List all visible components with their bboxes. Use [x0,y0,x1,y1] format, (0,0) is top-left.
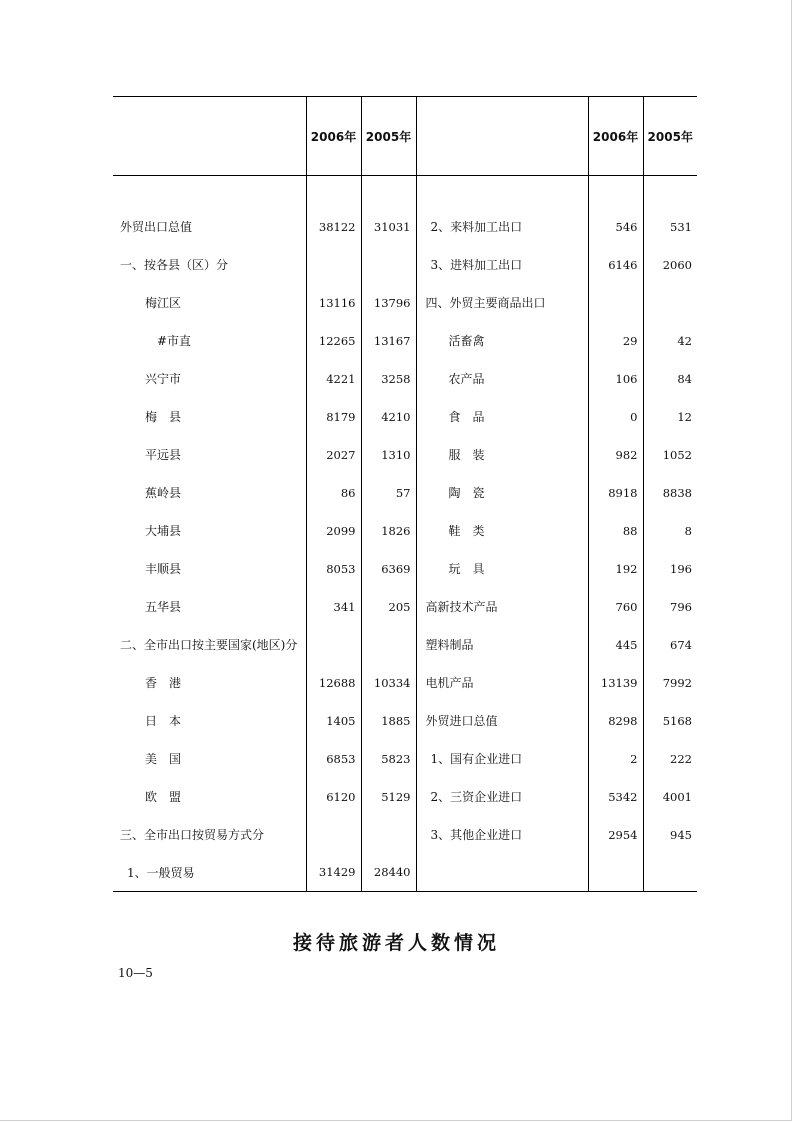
table-row [113,588,697,626]
row-left-2005 [361,246,416,284]
row-right-2006: 546 [588,208,643,246]
row-left-2005: 3258 [361,360,416,398]
row-left-2005: 1826 [361,512,416,550]
table-row [113,246,697,284]
row-right-2006: 2 [588,740,643,778]
table-row [113,740,697,778]
row-right-2005 [643,854,697,892]
table-row [113,778,697,816]
row-left-2006: 6120 [306,778,361,816]
row-left-label: 梅 县 [145,410,182,424]
row-left-2006: 86 [306,474,361,512]
row-left-2005: 1885 [361,702,416,740]
row-left-label: 欧 盟 [145,790,182,804]
row-left-label: 蕉岭县 [145,486,182,500]
row-right-2006: 982 [588,436,643,474]
table-header-row [113,97,697,176]
row-right-2005: 1052 [643,436,697,474]
row-left-2005 [361,816,416,854]
row-right-2005: 196 [643,550,697,588]
row-left-2006: 341 [306,588,361,626]
table-row [113,550,697,588]
row-right-2006: 29 [588,322,643,360]
row-right-label: 食 品 [416,398,588,436]
row-right-2006: 192 [588,550,643,588]
row-left-label: 外贸出口总值 [120,220,193,234]
row-left-2005: 13167 [361,322,416,360]
row-left-label: #市直 [157,334,192,348]
header-right-label [416,97,588,176]
row-left-2005: 28440 [361,854,416,892]
row-right-2006: 0 [588,398,643,436]
row-right-label: 农产品 [416,360,588,398]
row-left-label: 日 本 [145,714,182,728]
row-left-2005 [361,626,416,664]
table-row [113,702,697,740]
row-right-label: 陶 瓷 [416,474,588,512]
row-left-2006: 13116 [306,284,361,322]
row-left-label: 大埔县 [145,524,182,538]
row-left-label: 香 港 [145,676,182,690]
row-right-2006: 6146 [588,246,643,284]
row-left-2006: 12265 [306,322,361,360]
row-right-2005: 5168 [643,702,697,740]
row-left-2006: 8053 [306,550,361,588]
row-left-2005: 4210 [361,398,416,436]
row-right-2005: 222 [643,740,697,778]
row-right-2006: 13139 [588,664,643,702]
header-2006-left: 2006年 [306,97,361,176]
table-row [113,284,697,322]
row-right-2006: 760 [588,588,643,626]
row-right-2006: 445 [588,626,643,664]
row-left-2006: 31429 [306,854,361,892]
header-left-label [113,97,306,176]
row-right-2005: 12 [643,398,697,436]
row-left-label: 梅江区 [145,296,182,310]
row-right-2005: 4001 [643,778,697,816]
spacer-row [113,176,697,208]
row-left-2006: 4221 [306,360,361,398]
row-left-2005: 6369 [361,550,416,588]
row-right-2005: 42 [643,322,697,360]
header-2005-left: 2005年 [361,97,416,176]
header-2006-right: 2006年 [588,97,643,176]
row-right-2006: 8298 [588,702,643,740]
row-right-label: 3、进料加工出口 [416,246,588,284]
row-right-label: 四、外贸主要商品出口 [416,284,588,322]
row-left-label: 美 国 [145,752,182,766]
section-title: 接待旅游者人数情况 [292,932,500,954]
row-right-2005: 945 [643,816,697,854]
row-right-2006: 2954 [588,816,643,854]
row-right-label: 2、来料加工出口 [416,208,588,246]
row-right-label: 1、国有企业进口 [416,740,588,778]
row-right-label: 高新技术产品 [416,588,588,626]
table-row [113,626,697,664]
row-right-label: 外贸进口总值 [416,702,588,740]
row-right-label: 鞋 类 [416,512,588,550]
row-right-2006 [588,284,643,322]
row-left-2006: 38122 [306,208,361,246]
row-right-2005: 7992 [643,664,697,702]
row-right-label: 活畜禽 [416,322,588,360]
row-left-2006: 2027 [306,436,361,474]
row-left-2005: 10334 [361,664,416,702]
row-left-2005: 1310 [361,436,416,474]
row-right-2005 [643,284,697,322]
row-right-label: 玩 具 [416,550,588,588]
row-right-2005: 2060 [643,246,697,284]
row-right-label: 2、三资企业进口 [416,778,588,816]
row-right-2005: 796 [643,588,697,626]
row-left-label: 兴宁市 [145,372,182,386]
foreign-trade-table [113,96,697,892]
table-row [113,816,697,854]
header-2005-right: 2005年 [643,97,697,176]
row-left-2006 [306,816,361,854]
row-left-2006: 12688 [306,664,361,702]
table-row [113,664,697,702]
table-row [113,512,697,550]
row-left-2006: 8179 [306,398,361,436]
row-left-2005: 5129 [361,778,416,816]
table-row [113,474,697,512]
row-left-label: 二、全市出口按主要国家(地区)分 [120,638,298,652]
row-left-2005: 13796 [361,284,416,322]
row-right-2005: 8 [643,512,697,550]
row-left-label: 三、全市出口按贸易方式分 [120,828,265,842]
table-number: 10—5 [118,966,153,980]
row-right-2005: 84 [643,360,697,398]
row-right-2005: 8838 [643,474,697,512]
row-left-label: 平远县 [145,448,182,462]
row-left-2005: 31031 [361,208,416,246]
table-row [113,398,697,436]
row-left-2005: 5823 [361,740,416,778]
row-right-label: 服 装 [416,436,588,474]
row-right-2005: 674 [643,626,697,664]
table-row [113,322,697,360]
row-right-2005: 531 [643,208,697,246]
row-left-label: 五华县 [145,600,182,614]
row-left-label: 丰顺县 [145,562,182,576]
row-left-2006 [306,626,361,664]
row-left-2006: 6853 [306,740,361,778]
row-right-label: 3、其他企业进口 [416,816,588,854]
row-right-2006 [588,854,643,892]
row-right-label [416,854,588,892]
row-right-2006: 88 [588,512,643,550]
row-right-label: 塑料制品 [416,626,588,664]
row-right-2006: 8918 [588,474,643,512]
row-right-label: 电机产品 [416,664,588,702]
statistics-table-container [113,96,696,892]
table-row [113,360,697,398]
row-right-2006: 5342 [588,778,643,816]
table-row [113,208,697,246]
row-right-2006: 106 [588,360,643,398]
row-left-2005: 57 [361,474,416,512]
row-left-label: 一、按各县（区）分 [120,258,229,272]
row-left-2006: 1405 [306,702,361,740]
row-left-2006: 2099 [306,512,361,550]
row-left-2005: 205 [361,588,416,626]
table-row [113,436,697,474]
row-left-label: 1、一般贸易 [113,854,306,892]
table-row [113,854,697,892]
row-left-2006 [306,246,361,284]
